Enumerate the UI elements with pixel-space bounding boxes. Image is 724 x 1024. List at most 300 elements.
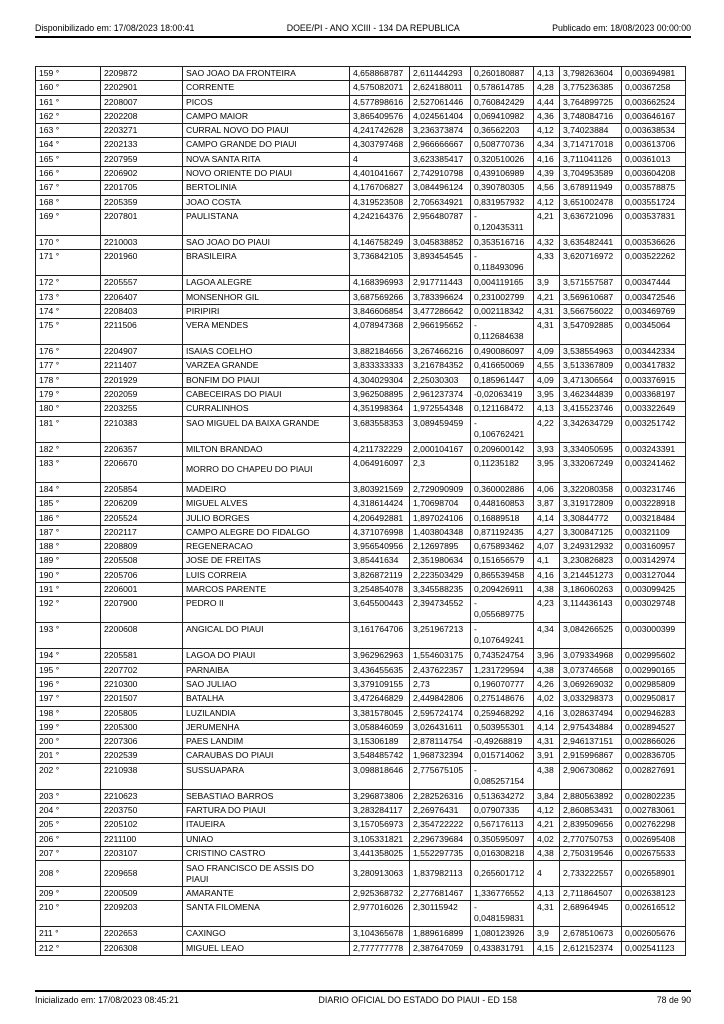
value-cell: 2,387647059 bbox=[410, 941, 471, 955]
code-cell: 2203750 bbox=[101, 803, 183, 817]
value-cell: 0,16889518 bbox=[471, 511, 534, 525]
value-cell: 3,296873806 bbox=[350, 789, 410, 803]
rank-cell: 159 ° bbox=[36, 67, 101, 81]
value-cell: 0,578614785 bbox=[471, 81, 534, 95]
value-cell: 0,00367258 bbox=[622, 81, 686, 95]
value-cell: 4,078947368 bbox=[350, 319, 410, 345]
value-cell: 3,104365678 bbox=[350, 927, 410, 941]
value-cell: 0,490086097 bbox=[471, 345, 534, 359]
value-cell: 3,962962963 bbox=[350, 649, 410, 663]
value-cell: 4,56 bbox=[534, 181, 560, 195]
value-cell: 4,1 bbox=[534, 554, 560, 568]
value-cell: 0,350595097 bbox=[471, 832, 534, 846]
municipality-cell: JOSE DE FREITAS bbox=[183, 554, 350, 568]
value-cell: 2,277681467 bbox=[410, 887, 471, 901]
value-cell: 0,11235182 bbox=[471, 456, 534, 482]
value-cell: 4,16 bbox=[534, 152, 560, 166]
table-row bbox=[36, 803, 686, 817]
municipality-cell: CURRALINHOS bbox=[183, 402, 350, 416]
value-cell: 3,85441634 bbox=[350, 554, 410, 568]
value-cell: 4,44 bbox=[534, 95, 560, 109]
municipality-cell: LUIS CORREIA bbox=[183, 568, 350, 582]
code-cell: 2210623 bbox=[101, 789, 183, 803]
rank-cell: 188 ° bbox=[36, 540, 101, 554]
table-row bbox=[36, 941, 686, 955]
rank-cell: 172 ° bbox=[36, 276, 101, 290]
value-cell: 3,84 bbox=[534, 789, 560, 803]
rank-cell: 193 ° bbox=[36, 623, 101, 649]
value-cell: 2,394734552 bbox=[410, 597, 471, 623]
value-cell: 3,803921569 bbox=[350, 482, 410, 496]
municipality-cell: BERTOLINIA bbox=[183, 181, 350, 195]
value-cell: 3,748084716 bbox=[560, 109, 622, 123]
table-row bbox=[36, 304, 686, 318]
value-cell: 4,304029304 bbox=[350, 373, 410, 387]
value-cell: 0,002675533 bbox=[622, 846, 686, 860]
value-cell: 0,743524754 bbox=[471, 649, 534, 663]
value-cell: 0,002616512 bbox=[622, 901, 686, 927]
value-cell: 4,12 bbox=[534, 803, 560, 817]
municipality-cell: VERA MENDES bbox=[183, 319, 350, 345]
value-cell: 4,07 bbox=[534, 540, 560, 554]
rank-cell: 210 ° bbox=[36, 901, 101, 927]
value-cell: 4,38 bbox=[534, 846, 560, 860]
value-cell: 3,471306564 bbox=[560, 373, 622, 387]
value-cell: 2,3 bbox=[410, 456, 471, 482]
municipality-cell: CARAUBAS DO PIAUI bbox=[183, 749, 350, 763]
value-cell: 4,064916097 bbox=[350, 456, 410, 482]
value-cell: 3,345588235 bbox=[410, 583, 471, 597]
table-row bbox=[36, 181, 686, 195]
value-cell: 3,846606854 bbox=[350, 304, 410, 318]
value-cell: 0,002541123 bbox=[622, 941, 686, 955]
municipality-cell: CRISTINO CASTRO bbox=[183, 846, 350, 860]
value-cell: 1,889616899 bbox=[410, 927, 471, 941]
table-row bbox=[36, 554, 686, 568]
code-cell: 2205581 bbox=[101, 649, 183, 663]
table-row bbox=[36, 832, 686, 846]
municipality-cell: SAO JOAO DO PIAUI bbox=[183, 235, 350, 249]
value-cell: 4,575082071 bbox=[350, 81, 410, 95]
value-cell: 3,620716972 bbox=[560, 250, 622, 276]
municipality-cell: AMARANTE bbox=[183, 887, 350, 901]
header-available-at: Disponibilizado em: 17/08/2023 18:00:41 bbox=[35, 23, 195, 33]
value-cell: 3,342634729 bbox=[560, 416, 622, 442]
table-row bbox=[36, 124, 686, 138]
rank-cell: 191 ° bbox=[36, 583, 101, 597]
table-row bbox=[36, 649, 686, 663]
table-row bbox=[36, 706, 686, 720]
value-cell: 2,449842806 bbox=[410, 692, 471, 706]
value-cell: 3,105331821 bbox=[350, 832, 410, 846]
municipality-cell: MADEIRO bbox=[183, 482, 350, 496]
value-cell: 0,760842429 bbox=[471, 95, 534, 109]
value-cell: 2,966666667 bbox=[410, 138, 471, 152]
value-cell: 2,975434884 bbox=[560, 720, 622, 734]
value-cell: 4,23 bbox=[534, 597, 560, 623]
code-cell: 2209203 bbox=[101, 901, 183, 927]
value-cell: 3,319172809 bbox=[560, 497, 622, 511]
code-cell: 2207306 bbox=[101, 735, 183, 749]
municipality-cell: MIGUEL LEAO bbox=[183, 941, 350, 955]
value-cell: 3,472646829 bbox=[350, 692, 410, 706]
value-cell: 4,15 bbox=[534, 941, 560, 955]
value-cell: 4,242164376 bbox=[350, 209, 410, 235]
value-cell: 3,236373874 bbox=[410, 124, 471, 138]
value-cell: 4,31 bbox=[534, 319, 560, 345]
value-cell: 0,003218484 bbox=[622, 511, 686, 525]
municipality-cell: ANGICAL DO PIAUI bbox=[183, 623, 350, 649]
value-cell: 4,09 bbox=[534, 345, 560, 359]
value-cell: 3,635482441 bbox=[560, 235, 622, 249]
rank-cell: 209 ° bbox=[36, 887, 101, 901]
footer-journal-title: DIARIO OFICIAL DO ESTADO DO PIAUI - ED 158 bbox=[318, 995, 517, 1005]
table-row bbox=[36, 95, 686, 109]
value-cell: 0,320510026 bbox=[471, 152, 534, 166]
value-cell: 0,003604208 bbox=[622, 167, 686, 181]
municipality-cell: NOVO ORIENTE DO PIAUI bbox=[183, 167, 350, 181]
table-row bbox=[36, 511, 686, 525]
rank-cell: 161 ° bbox=[36, 95, 101, 109]
code-cell: 2202117 bbox=[101, 525, 183, 539]
rank-cell: 165 ° bbox=[36, 152, 101, 166]
municipality-cell: LAGOA DO PIAUI bbox=[183, 649, 350, 663]
value-cell: 3,736842105 bbox=[350, 250, 410, 276]
value-cell: 0,003417832 bbox=[622, 359, 686, 373]
code-cell: 2201507 bbox=[101, 692, 183, 706]
value-cell: 3,826872119 bbox=[350, 568, 410, 582]
value-cell: 0,871192435 bbox=[471, 525, 534, 539]
table-row bbox=[36, 663, 686, 677]
value-cell: 3,651002478 bbox=[560, 195, 622, 209]
value-cell: 2,25030303 bbox=[410, 373, 471, 387]
value-cell: 4,351998364 bbox=[350, 402, 410, 416]
table-row bbox=[36, 276, 686, 290]
code-cell: 2204907 bbox=[101, 345, 183, 359]
code-cell: 2206001 bbox=[101, 583, 183, 597]
table-row bbox=[36, 402, 686, 416]
value-cell: 4,38 bbox=[534, 663, 560, 677]
value-cell: 3,15306189 bbox=[350, 735, 410, 749]
municipality-cell: PAULISTANA bbox=[183, 209, 350, 235]
value-cell: 0,416650069 bbox=[471, 359, 534, 373]
value-cell: 4,319523508 bbox=[350, 195, 410, 209]
value-cell: 3,95 bbox=[534, 388, 560, 402]
table-row bbox=[36, 345, 686, 359]
value-cell: 4 bbox=[534, 861, 560, 887]
value-cell: 0,353516716 bbox=[471, 235, 534, 249]
value-cell: 4,02 bbox=[534, 832, 560, 846]
rank-cell: 202 ° bbox=[36, 763, 101, 789]
value-cell: 0,002118342 bbox=[471, 304, 534, 318]
value-cell: 0,004119165 bbox=[471, 276, 534, 290]
value-cell: 4,303797468 bbox=[350, 138, 410, 152]
value-cell: 4,13 bbox=[534, 67, 560, 81]
municipality-cell: PIRIPIRI bbox=[183, 304, 350, 318]
rank-cell: 162 ° bbox=[36, 109, 101, 123]
value-cell: 4,33 bbox=[534, 250, 560, 276]
table-row bbox=[36, 250, 686, 276]
value-cell: 3,280913063 bbox=[350, 861, 410, 887]
value-cell: - 0,118493096 bbox=[471, 250, 534, 276]
rank-cell: 200 ° bbox=[36, 735, 101, 749]
value-cell: 4,401041667 bbox=[350, 167, 410, 181]
value-cell: 3,267466216 bbox=[410, 345, 471, 359]
value-cell: 0,003694981 bbox=[622, 67, 686, 81]
value-cell: 3,216784352 bbox=[410, 359, 471, 373]
value-cell: 0,231002799 bbox=[471, 290, 534, 304]
value-cell: 3,538554963 bbox=[560, 345, 622, 359]
value-cell: 2,860853431 bbox=[560, 803, 622, 817]
value-cell: 2,351980634 bbox=[410, 554, 471, 568]
value-cell: 3,683558353 bbox=[350, 416, 410, 442]
value-cell: 2,527061446 bbox=[410, 95, 471, 109]
municipality-cell: MIGUEL ALVES bbox=[183, 497, 350, 511]
value-cell: 0,00361013 bbox=[622, 152, 686, 166]
table-row bbox=[36, 735, 686, 749]
rank-cell: 204 ° bbox=[36, 803, 101, 817]
rank-cell: 171 ° bbox=[36, 250, 101, 276]
code-cell: 2202653 bbox=[101, 927, 183, 941]
municipality-cell: CAMPO GRANDE DO PIAUI bbox=[183, 138, 350, 152]
value-cell: 0,002783061 bbox=[622, 803, 686, 817]
code-cell: 2210383 bbox=[101, 416, 183, 442]
rank-cell: 207 ° bbox=[36, 846, 101, 860]
value-cell: - 0,112684638 bbox=[471, 319, 534, 345]
value-cell: 3,783396624 bbox=[410, 290, 471, 304]
table-row bbox=[36, 67, 686, 81]
value-cell: 1,336776552 bbox=[471, 887, 534, 901]
municipality-cell: SANTA FILOMENA bbox=[183, 901, 350, 927]
code-cell: 2205508 bbox=[101, 554, 183, 568]
value-cell: 2,925368732 bbox=[350, 887, 410, 901]
table-row bbox=[36, 887, 686, 901]
table-row bbox=[36, 319, 686, 345]
code-cell: 2200608 bbox=[101, 623, 183, 649]
value-cell: 2,878114754 bbox=[410, 735, 471, 749]
rank-cell: 179 ° bbox=[36, 388, 101, 402]
code-cell: 2200509 bbox=[101, 887, 183, 901]
rank-cell: 190 ° bbox=[36, 568, 101, 582]
value-cell: 2,354722222 bbox=[410, 818, 471, 832]
value-cell: 0,002950817 bbox=[622, 692, 686, 706]
table-row bbox=[36, 789, 686, 803]
value-cell: 3,96 bbox=[534, 649, 560, 663]
table-row bbox=[36, 235, 686, 249]
value-cell: 4,22 bbox=[534, 416, 560, 442]
value-cell: 2,880563892 bbox=[560, 789, 622, 803]
code-cell: 2209872 bbox=[101, 67, 183, 81]
value-cell: 2,915996867 bbox=[560, 749, 622, 763]
value-cell: 1,972554348 bbox=[410, 402, 471, 416]
municipality-cell: REGENERACAO bbox=[183, 540, 350, 554]
value-cell: 3,9 bbox=[534, 927, 560, 941]
municipality-cell: JERUMENHA bbox=[183, 720, 350, 734]
value-cell: 3,436455635 bbox=[350, 663, 410, 677]
value-cell: 4,34 bbox=[534, 138, 560, 152]
value-cell: 0,002894527 bbox=[622, 720, 686, 734]
value-cell: 4,28 bbox=[534, 81, 560, 95]
value-cell: 3,214451273 bbox=[560, 568, 622, 582]
value-cell: 0,002658901 bbox=[622, 861, 686, 887]
value-cell: 4,39 bbox=[534, 167, 560, 181]
value-cell: 3,073746568 bbox=[560, 663, 622, 677]
value-cell: 3,775236385 bbox=[560, 81, 622, 95]
code-cell: 2206209 bbox=[101, 497, 183, 511]
table-row bbox=[36, 623, 686, 649]
municipality-cell: CORRENTE bbox=[183, 81, 350, 95]
value-cell: 4,34 bbox=[534, 623, 560, 649]
value-cell: 3,161764706 bbox=[350, 623, 410, 649]
value-cell: 0,003536626 bbox=[622, 235, 686, 249]
value-cell: 4,206492881 bbox=[350, 511, 410, 525]
value-cell: 3,441358025 bbox=[350, 846, 410, 860]
value-cell: 3,381578045 bbox=[350, 706, 410, 720]
rank-cell: 170 ° bbox=[36, 235, 101, 249]
value-cell: 2,595724174 bbox=[410, 706, 471, 720]
value-cell: 1,080123926 bbox=[471, 927, 534, 941]
value-cell: 2,12697895 bbox=[410, 540, 471, 554]
value-cell: 3,186060263 bbox=[560, 583, 622, 597]
value-cell: 3,865409576 bbox=[350, 109, 410, 123]
value-cell: 3,30844772 bbox=[560, 511, 622, 525]
municipality-cell: SUSSUAPARA bbox=[183, 763, 350, 789]
value-cell: 2,961237374 bbox=[410, 388, 471, 402]
value-cell: 3,462344839 bbox=[560, 388, 622, 402]
value-cell: 0,002866026 bbox=[622, 735, 686, 749]
value-cell: 3,882184656 bbox=[350, 345, 410, 359]
value-cell: 0,36562203 bbox=[471, 124, 534, 138]
value-cell: 2,750319546 bbox=[560, 846, 622, 860]
rank-cell: 198 ° bbox=[36, 706, 101, 720]
municipality-cell: UNIAO bbox=[183, 832, 350, 846]
value-cell: 4,16 bbox=[534, 568, 560, 582]
code-cell: 2210938 bbox=[101, 763, 183, 789]
value-cell: 0,003537831 bbox=[622, 209, 686, 235]
value-cell: 2,282526316 bbox=[410, 789, 471, 803]
value-cell: 0,121168472 bbox=[471, 402, 534, 416]
municipality-cell: JULIO BORGES bbox=[183, 511, 350, 525]
code-cell: 2207900 bbox=[101, 597, 183, 623]
rank-cell: 173 ° bbox=[36, 290, 101, 304]
code-cell: 2206357 bbox=[101, 442, 183, 456]
value-cell: 4,38 bbox=[534, 583, 560, 597]
municipality-cell: PAES LANDIM bbox=[183, 735, 350, 749]
code-cell: 2205557 bbox=[101, 276, 183, 290]
rank-cell: 178 ° bbox=[36, 373, 101, 387]
code-cell: 2203107 bbox=[101, 846, 183, 860]
value-cell: 0,003469769 bbox=[622, 304, 686, 318]
value-cell: 2,839509656 bbox=[560, 818, 622, 832]
value-cell: 2,917711443 bbox=[410, 276, 471, 290]
value-cell: 2,296739684 bbox=[410, 832, 471, 846]
value-cell: 3,764899725 bbox=[560, 95, 622, 109]
value-cell: 0,003243391 bbox=[622, 442, 686, 456]
code-cell: 2208809 bbox=[101, 540, 183, 554]
value-cell: 3,547092885 bbox=[560, 319, 622, 345]
value-cell: 0,360002886 bbox=[471, 482, 534, 496]
table-row bbox=[36, 749, 686, 763]
value-cell: 0,448160853 bbox=[471, 497, 534, 511]
value-cell: 1,70698704 bbox=[410, 497, 471, 511]
municipality-cell: CABECEIRAS DO PIAUI bbox=[183, 388, 350, 402]
code-cell: 2202133 bbox=[101, 138, 183, 152]
value-cell: 0,003578875 bbox=[622, 181, 686, 195]
value-cell: 4,13 bbox=[534, 402, 560, 416]
table-row bbox=[36, 388, 686, 402]
value-cell: 4,168396993 bbox=[350, 276, 410, 290]
value-cell: 3,645500443 bbox=[350, 597, 410, 623]
rank-cell: 169 ° bbox=[36, 209, 101, 235]
value-cell: 2,946137151 bbox=[560, 735, 622, 749]
value-cell: 2,624188011 bbox=[410, 81, 471, 95]
code-cell: 2201929 bbox=[101, 373, 183, 387]
ranking-table-body bbox=[36, 67, 686, 956]
value-cell: 3,379109155 bbox=[350, 677, 410, 691]
value-cell: 0,003551724 bbox=[622, 195, 686, 209]
value-cell: 1,968732394 bbox=[410, 749, 471, 763]
value-cell: 3,711041126 bbox=[560, 152, 622, 166]
value-cell: 4,21 bbox=[534, 209, 560, 235]
municipality-cell: CAMPO ALEGRE DO FIDALGO bbox=[183, 525, 350, 539]
value-cell: 3,098818646 bbox=[350, 763, 410, 789]
value-cell: 4,55 bbox=[534, 359, 560, 373]
value-cell: 4,02 bbox=[534, 692, 560, 706]
value-cell: 0,003662524 bbox=[622, 95, 686, 109]
code-cell: 2209658 bbox=[101, 861, 183, 887]
value-cell: 4 bbox=[350, 152, 410, 166]
value-cell: 0,00321109 bbox=[622, 525, 686, 539]
table-row bbox=[36, 720, 686, 734]
rank-cell: 164 ° bbox=[36, 138, 101, 152]
value-cell: 0,003000399 bbox=[622, 623, 686, 649]
value-cell: 0,003231746 bbox=[622, 482, 686, 496]
value-cell: 2,770750753 bbox=[560, 832, 622, 846]
value-cell: 1,231729594 bbox=[471, 663, 534, 677]
rank-cell: 195 ° bbox=[36, 663, 101, 677]
code-cell: 2206407 bbox=[101, 290, 183, 304]
value-cell: 0,00345064 bbox=[622, 319, 686, 345]
value-cell: 0,003228918 bbox=[622, 497, 686, 511]
value-cell: 0,433831791 bbox=[471, 941, 534, 955]
municipality-cell: MORRO DO CHAPEU DO PIAUI bbox=[183, 456, 350, 482]
value-cell: 3,623385417 bbox=[410, 152, 471, 166]
value-cell: 4,32 bbox=[534, 235, 560, 249]
value-cell: 0,003160957 bbox=[622, 540, 686, 554]
value-cell: 3,687569266 bbox=[350, 290, 410, 304]
municipality-cell: MARCOS PARENTE bbox=[183, 583, 350, 597]
value-cell: 0,003251742 bbox=[622, 416, 686, 442]
value-cell: 3,254854078 bbox=[350, 583, 410, 597]
value-cell: 3,798263604 bbox=[560, 67, 622, 81]
value-cell: - 0,055689775 bbox=[471, 597, 534, 623]
code-cell: 2201705 bbox=[101, 181, 183, 195]
value-cell: 0,003613706 bbox=[622, 138, 686, 152]
code-cell: 2203255 bbox=[101, 402, 183, 416]
value-cell: 3,058846059 bbox=[350, 720, 410, 734]
table-row bbox=[36, 109, 686, 123]
value-cell: 4,658868787 bbox=[350, 67, 410, 81]
value-cell: 3,300847125 bbox=[560, 525, 622, 539]
rank-cell: 185 ° bbox=[36, 497, 101, 511]
rank-cell: 160 ° bbox=[36, 81, 101, 95]
value-cell: 2,437622357 bbox=[410, 663, 471, 677]
code-cell: 2206670 bbox=[101, 456, 183, 482]
page-footer bbox=[35, 990, 691, 1005]
municipality-cell: VARZEA GRANDE bbox=[183, 359, 350, 373]
municipality-ranking-table bbox=[35, 66, 686, 956]
rank-cell: 205 ° bbox=[36, 818, 101, 832]
